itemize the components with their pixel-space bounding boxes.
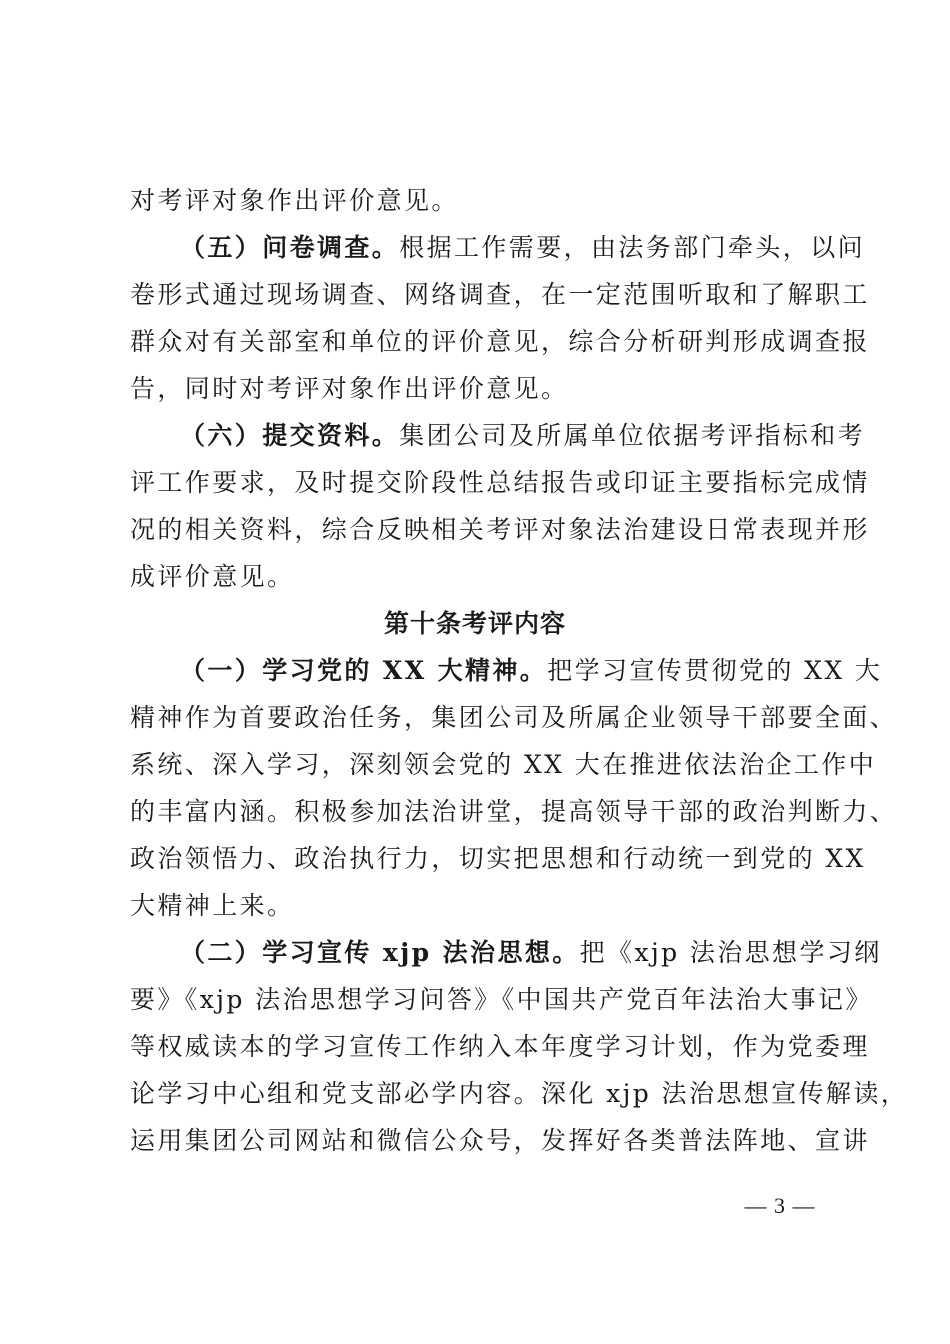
text-line: 评工作要求，及时提交阶段性总结报告或印证主要指标完成情 [130, 468, 870, 497]
paragraph-continuation [130, 177, 830, 224]
text-line [180, 647, 883, 694]
text-line: 运用集团公司网站和微信公众号，发挥好各类普法阵地、宣讲 [130, 1126, 870, 1155]
paragraph-heading: （六）提交资料。 [180, 421, 400, 450]
text-line: 精神作为首要政治任务，集团公司及所属企业领导干部要全面、 [130, 703, 898, 732]
text-line: 政治领悟力、政治执行力，切实把思想和行动统一到党的 XX [130, 844, 866, 873]
text-line: 对考评对象作出评价意见。 [130, 186, 459, 215]
article-title: 第十条考评内容 [383, 609, 566, 638]
text-run: 把《xjp 法治思想学习纲 [579, 938, 882, 967]
page-number: — 3 — [744, 1193, 816, 1218]
text-line: 卷形式通过现场调查、网络调查，在一定范围听取和了解职工 [130, 280, 870, 309]
text-line [180, 224, 866, 271]
text-line: 论学习中心组和党支部必学内容。深化 xjp 法治思想宣传解读， [130, 1079, 909, 1108]
paragraph-heading: （五）问卷调查。 [180, 233, 400, 262]
text-run: 把学习宣传贯彻党的 XX 大 [547, 656, 883, 685]
text-line: 大精神上来。 [130, 891, 295, 920]
text-line: 要》《xjp 法治思想学习问答》《中国共产党百年法治大事记》 [130, 985, 873, 1014]
paragraph-heading: （二）学习宣传 xjp 法治思想。 [180, 938, 580, 967]
text-line: 等权威读本的学习宣传工作纳入本年度学习计划，作为党委理 [130, 1032, 870, 1061]
text-run: 集团公司及所属单位依据考评指标和考 [399, 421, 866, 450]
text-line: 系统、深入学习，深刻领会党的 XX 大在推进依法治企工作中 [130, 750, 877, 779]
text-line: 告，同时对考评对象作出评价意见。 [130, 374, 569, 403]
text-line: 成评价意见。 [130, 562, 295, 591]
text-line: 况的相关资料，综合反映相关考评对象法治建设日常表现并形 [130, 515, 870, 544]
text-run: 根据工作需要，由法务部门牵头，以问 [399, 233, 866, 262]
paragraph-heading: （一）学习党的 XX 大精神。 [180, 656, 548, 685]
text-line [180, 929, 882, 976]
text-line [180, 412, 866, 459]
text-line: 的丰富内涵。积极参加法治讲堂，提高领导干部的政治判断力、 [130, 797, 898, 826]
text-line: 群众对有关部室和单位的评价意见，综合分析研判形成调查报 [130, 327, 870, 356]
